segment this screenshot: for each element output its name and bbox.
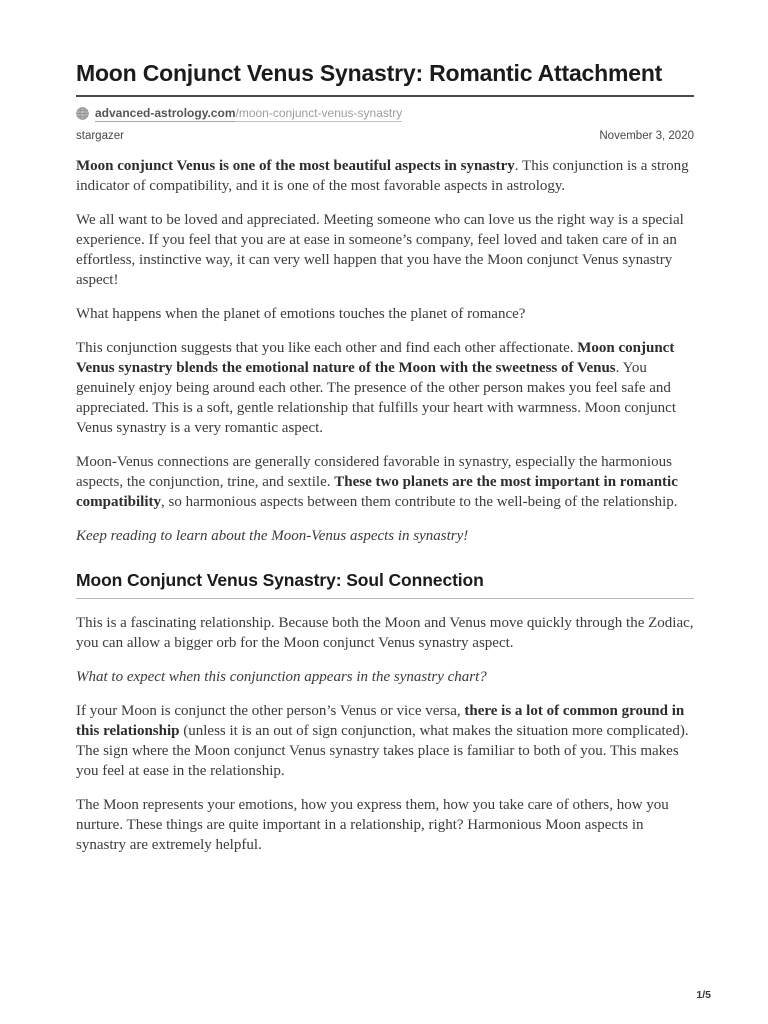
title-divider: [76, 95, 694, 97]
paragraph: This is a fascinating relationship. Because both the Moon and Venus move quickly through the Zodiac, you can allow a bigger orb for the Moon conjunct Venus synastry aspect.: [76, 615, 694, 652]
globe-icon: [76, 107, 89, 120]
paragraph: The Moon represents your emotions, how you express them, how you take care of others, how you nurture. These things are quite important in a relationship, right? Harmonious Moon aspects in synastry are extremely helpful.: [76, 797, 669, 854]
source-link[interactable]: [95, 106, 402, 120]
article-title: Moon Conjunct Venus Synastry: Romantic Attachment: [76, 60, 663, 86]
paragraph: Moon-Venus connections are generally considered favorable in synastry, especially the harmonious aspects, the conjunction, trine, and sextile. These two planets are the most important in romantic compatibility, so harmonious aspects between them contribute to the well-being of the relationship.: [76, 454, 678, 511]
paragraph-italic: What to expect when this conjunction appears in the synastry chart?: [76, 669, 487, 686]
bold-text: These two planets are the most important in romantic compatibility: [76, 474, 678, 511]
article-body: [76, 156, 694, 855]
publish-date: November 3, 2020: [599, 130, 694, 143]
source-line: [76, 106, 694, 120]
byline-row: [76, 130, 694, 142]
source-path: /moon-conjunct-venus-synastry: [235, 106, 403, 121]
paragraph: If your Moon is conjunct the other person’s Venus or vice versa, there is a lot of common ground in this relationship (unless it is an out of sign conjunction, what makes the situation more complicated). The sign where the Moon conjunct Venus synastry takes place is familiar to both of you. This makes you feel at ease in the relationship.: [76, 703, 689, 780]
bold-text: Moon conjunct Venus synastry blends the emotional nature of the Moon with the sweetness of Venus: [76, 340, 675, 377]
bold-text: Moon conjunct Venus is one of the most beautiful aspects in synastry: [76, 158, 515, 175]
paragraph: We all want to be loved and appreciated. Meeting someone who can love us the right way is a special experience. If you feel that you are at ease in someone’s company, feel loved and taken care of in an effortless, instinctive way, it can very well happen that you have the Moon conjunct Venus synastry aspect!: [76, 212, 684, 289]
bold-text: there is a lot of common ground in this relationship: [76, 703, 685, 740]
source-domain: advanced-astrology.com: [95, 106, 236, 121]
section-divider: [76, 598, 694, 599]
paragraph: What happens when the planet of emotions touches the planet of romance?: [76, 306, 526, 323]
author: stargazer: [76, 130, 124, 143]
section-heading: Moon Conjunct Venus Synastry: Soul Connection: [76, 570, 484, 591]
page-indicator: 1/5: [696, 989, 711, 1001]
paragraph-italic: Keep reading to learn about the Moon-Venus aspects in synastry!: [76, 528, 469, 545]
paragraph: This conjunction suggests that you like each other and find each other affectionate. Moon conjunct Venus synastry blends the emotional nature of the Moon with the sweetness of Venus. You genuinely enjoy being around each other. The presence of the other person makes you feel safe and appreciated. This is a soft, gentle relationship that fulfills your heart with warmness. Moon conjunct Venus synastry is a very romantic aspect.: [76, 340, 676, 437]
document-page: [76, 60, 694, 855]
paragraph: Moon conjunct Venus is one of the most beautiful aspects in synastry. This conjunction is a strong indicator of compatibility, and it is one of the most favorable aspects in astrology.: [76, 158, 689, 195]
